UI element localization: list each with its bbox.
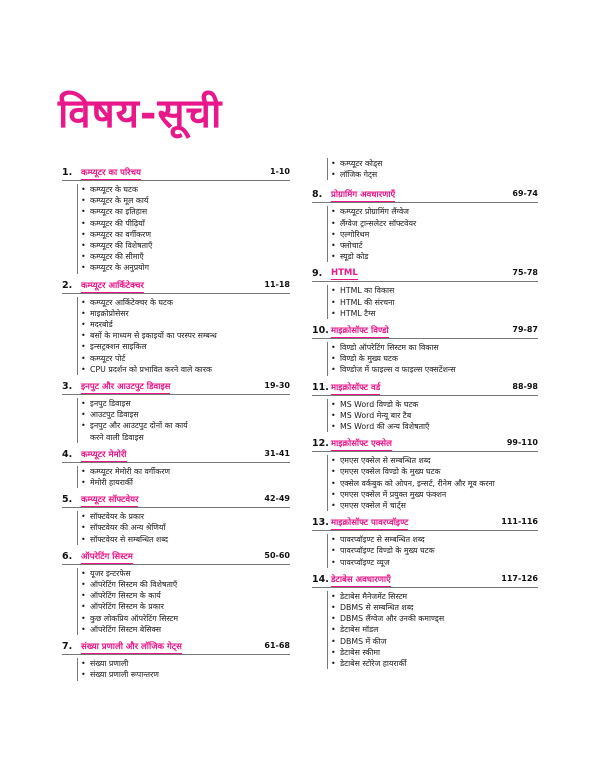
toc-item-label: कम्प्यूटर कोड्स (340, 159, 383, 168)
section-title[interactable]: इनपुट और आउटपुट डिवाइस (81, 382, 171, 393)
section-heading (312, 189, 538, 204)
section-rule (312, 202, 538, 203)
section-rule (312, 338, 538, 339)
section-pages: 42-49 (264, 494, 290, 504)
bullet-icon: • (81, 320, 86, 330)
toc-item-label: फ्लोचार्ट (340, 241, 363, 251)
bullet-icon: • (331, 218, 336, 228)
toc-item (78, 669, 290, 680)
section-rule (312, 281, 538, 282)
bullet-icon: • (81, 512, 86, 522)
bullet-icon: • (81, 331, 86, 341)
toc-item (78, 568, 290, 579)
section-title[interactable]: माइक्रोसॉफ्ट एक्सेल (331, 439, 392, 450)
section-rule (62, 564, 290, 565)
bullet-icon: • (331, 229, 336, 239)
toc-item-label: कम्प्यूटर का इतिहास (90, 207, 148, 217)
section-pages: 61-68 (264, 641, 290, 651)
toc-item (78, 477, 290, 488)
toc-section (312, 325, 538, 376)
toc-item-label: MS Word की अन्य विशेषताएँ (340, 422, 430, 432)
toc-item-label: पावरप्वॉइण्ट व्यूज (340, 557, 390, 567)
toc-item (78, 398, 290, 409)
toc-item (78, 319, 290, 330)
toc-item-label: संख्या प्रणाली (90, 659, 129, 669)
bullet-icon: • (81, 207, 86, 217)
section-items (77, 511, 290, 545)
toc-item (78, 658, 290, 669)
section-rule (62, 654, 290, 655)
bullet-icon: • (81, 568, 86, 578)
section-title[interactable]: कम्प्यूटर आर्किटेक्चर (81, 280, 144, 291)
toc-item (78, 420, 290, 431)
toc-item (328, 557, 538, 568)
toc-item (78, 534, 290, 545)
toc-item-label: सॉफ्टवेयर के प्रकार (90, 512, 145, 522)
section-number: 1. (62, 167, 73, 178)
bullet-icon: • (81, 342, 86, 352)
toc-item-label: कम्प्यूटर के मूल कार्य (90, 196, 149, 206)
toc-item-label: कम्प्यूटर की पीढ़ियाँ (90, 218, 145, 228)
toc-section (62, 167, 290, 274)
toc-item-label: आउटपुट डिवाइस (90, 410, 139, 420)
section-pages: 19-30 (264, 381, 290, 391)
bullet-icon: • (331, 241, 336, 251)
section-items (327, 534, 538, 568)
toc-item-label: ऑपरेटिंग सिस्टम बेसिक्स (90, 624, 162, 634)
bullet-icon: • (81, 399, 86, 409)
toc-item-label: CPU प्रदर्शन को प्रभावित करने वाले कारक (90, 364, 212, 374)
toc-item (78, 184, 290, 195)
bullet-icon: • (331, 365, 336, 375)
section-title[interactable]: माइक्रोसॉफ्ट वर्ड (331, 382, 381, 393)
toc-item (78, 206, 290, 217)
section-rule (312, 587, 538, 588)
toc-item (78, 353, 290, 364)
toc-item (328, 421, 538, 432)
toc-item (78, 579, 290, 590)
bullet-icon: • (81, 421, 86, 431)
bullet-icon: • (81, 624, 86, 634)
section-title[interactable]: माइक्रोसॉफ्ट विण्डो (331, 326, 389, 337)
section-title[interactable]: संख्या प्रणाली और लॉजिक गेट्स (81, 642, 182, 653)
bullet-icon: • (331, 501, 336, 511)
section-number: 14. (312, 573, 329, 585)
section-items (327, 206, 538, 262)
toc-item (78, 613, 290, 624)
section-rule (62, 462, 290, 463)
toc-item (78, 511, 290, 522)
toc-item (328, 455, 538, 466)
section-number: 7. (62, 641, 73, 653)
toc-item (78, 218, 290, 229)
section-number: 3. (62, 381, 73, 393)
toc-item-label: कम्प्यूटर मेमोरी का वर्गीकरण (90, 466, 171, 476)
bullet-icon: • (81, 466, 86, 476)
section-title[interactable]: कम्प्यूटर सॉफ्टवेयर (81, 495, 139, 506)
bullet-icon: • (81, 263, 86, 273)
bullet-icon: • (331, 535, 336, 545)
toc-item-label: डेटाबेस मॉडल (340, 625, 379, 635)
toc-item-label: एमएस एक्सेल से सम्बन्धित शब्द (340, 456, 431, 466)
section-number: 13. (312, 517, 329, 529)
toc-item (78, 590, 290, 601)
bullet-icon: • (331, 354, 336, 364)
section-title[interactable]: कम्प्यूटर का परिचय (81, 168, 141, 178)
toc-section (62, 449, 290, 488)
toc-item (78, 432, 290, 443)
bullet-icon: • (81, 229, 86, 239)
toc-item (78, 229, 290, 240)
toc-item (78, 240, 290, 251)
section-rule (312, 395, 538, 396)
toc-item (328, 206, 538, 217)
section-title[interactable]: कम्प्यूटर मेमोरी (81, 449, 127, 460)
toc-section (312, 438, 538, 511)
section-pages: 31-41 (264, 448, 290, 458)
section-title[interactable]: डेटाबेस अवधारणाएँ (331, 574, 391, 585)
section-heading (312, 438, 538, 453)
bullet-icon: • (81, 613, 86, 623)
section-pages: 79-87 (512, 325, 538, 335)
toc-item (328, 466, 538, 477)
toc-item-label: कम्प्यूटर की सीमाएँ (90, 252, 144, 262)
toc-item (328, 624, 538, 635)
toc-item (328, 410, 538, 421)
section-heading (62, 641, 290, 656)
toc-item-label: कम्प्यूटर पोर्ट (90, 353, 126, 363)
toc-item-label: कम्प्यूटर के घटक (90, 185, 138, 194)
toc-item (78, 195, 290, 206)
bullet-icon: • (331, 252, 336, 262)
section-items (327, 591, 538, 669)
bullet-icon: • (331, 159, 336, 168)
toc-item (78, 624, 290, 635)
section-rule (62, 507, 290, 508)
toc-item-label: कम्प्यूटर के अनुप्रयोग (90, 263, 150, 273)
toc-item-label: ऑपरेटिंग सिस्टम के प्रकार (90, 602, 164, 612)
section-pages: 111-116 (501, 517, 538, 527)
toc-item (328, 218, 538, 229)
toc-section (62, 381, 290, 443)
toc-item-label: HTML की संरचना (340, 297, 395, 307)
toc-item-label: डेटाबेस स्टोरेज हायरार्की (340, 659, 407, 669)
bullet-icon: • (81, 196, 86, 206)
toc-item-label: डेटाबेस मैनेजमेंट सिस्टम (340, 591, 408, 601)
bullet-icon: • (81, 659, 86, 669)
toc-item-label: यूजर इन्टरफेस (90, 568, 131, 578)
toc-item (78, 308, 290, 319)
toc-section (62, 280, 290, 375)
section-number: 9. (312, 268, 323, 280)
section-pages: 99-110 (506, 438, 538, 448)
toc-item (328, 342, 538, 353)
bullet-icon: • (81, 534, 86, 544)
bullet-icon: • (331, 591, 336, 601)
bullet-icon: • (331, 207, 336, 217)
bullet-icon: • (81, 241, 86, 251)
toc-item-label: मदरबोर्ड (90, 320, 113, 330)
toc-item-label: बसों के माध्यम से इकाइयों का परस्पर सम्बन्ध (90, 331, 217, 341)
section-pages: 88-98 (512, 381, 538, 391)
bullet-icon: • (331, 410, 336, 420)
bullet-icon: • (331, 297, 336, 307)
toc-item (78, 601, 290, 612)
toc-item-label: डेटाबेस स्कीमा (340, 647, 381, 657)
bullet-icon: • (331, 422, 336, 432)
toc-item (328, 169, 538, 180)
toc-item (328, 545, 538, 556)
section-number: 4. (62, 448, 73, 460)
bullet-icon: • (81, 218, 86, 228)
toc-item-label: एल्गोरिथम (340, 229, 370, 239)
toc-item (328, 658, 538, 669)
bullet-icon: • (331, 557, 336, 567)
toc-item-label: एक्सेल वर्कबुक को ओपन, इन्सर्ट, रीनेम और मूव करना (340, 478, 495, 488)
bullet-icon: • (81, 353, 86, 363)
toc-section (312, 517, 538, 568)
section-heading (62, 381, 290, 396)
section-items (77, 658, 290, 680)
toc-item-label: माइक्रोप्रोसेसर (90, 308, 129, 318)
toc-item-label: मेमोरी हायरार्की (90, 478, 133, 488)
toc-item-label: स्यूडो कोड (340, 252, 369, 262)
toc-item (328, 591, 538, 602)
bullet-icon: • (331, 286, 336, 296)
toc-item (78, 297, 290, 308)
bullet-icon: • (331, 625, 336, 635)
toc-item-label: विण्डो के मुख्य घटक (340, 354, 398, 364)
section-heading (312, 382, 538, 397)
bullet-icon: • (81, 523, 86, 533)
toc-section (62, 494, 290, 545)
section-items (327, 399, 538, 433)
bullet-icon: • (81, 297, 86, 307)
toc-item-label: सॉफ्टवेयर से सम्बन्धित शब्द (90, 534, 168, 544)
bullet-icon: • (81, 670, 86, 680)
section-items (77, 184, 290, 274)
section-title[interactable]: ऑपरेटिंग सिस्टम (81, 551, 133, 562)
bullet-icon: • (331, 636, 336, 646)
toc-item-label: पावरप्वॉइण्ट से सम्बन्धित शब्द (340, 535, 425, 545)
section-number: 12. (312, 438, 329, 450)
toc-item (328, 500, 538, 511)
section-items (327, 285, 538, 319)
bullet-icon: • (81, 478, 86, 488)
bullet-icon: • (331, 659, 336, 669)
section-pages: 1-10 (269, 167, 290, 176)
section-heading (62, 449, 290, 464)
section-number: 10. (312, 325, 329, 337)
toc-item (328, 285, 538, 296)
section-number: 2. (62, 279, 73, 291)
toc-item-label: ऑपरेटिंग सिस्टम के कार्य (90, 591, 161, 601)
toc-item-label: संख्या प्रणाली रूपान्तरण (90, 670, 159, 680)
section-title[interactable]: प्रोग्रामिंग अवधारणाएँ (331, 190, 396, 201)
toc-section (312, 189, 538, 262)
toc-item-label: कुछ लोकप्रिय ऑपरेटिंग सिस्टम (90, 613, 179, 623)
toc-item-label: कम्प्यूटर का वर्गीकरण (90, 229, 151, 239)
bullet-icon: • (81, 602, 86, 612)
toc-item-label: DBMS से सम्बन्धित शब्द (340, 603, 414, 613)
bullet-icon: • (81, 185, 86, 194)
section-rule (312, 530, 538, 531)
section-heading (312, 325, 538, 340)
toc-item (78, 409, 290, 420)
section-items (77, 398, 290, 443)
toc-item-label: पावरप्वॉइण्ट विण्डो के मुख्य घटक (340, 546, 435, 556)
toc-item-label: MS Word मेन्यू बार टैब (340, 410, 412, 420)
toc-item-label: कम्प्यूटर प्रोग्रामिंग लैंग्वेज (340, 207, 409, 217)
bullet-icon: • (331, 603, 336, 613)
section-items (77, 568, 290, 635)
bullet-icon: • (81, 252, 86, 262)
bullet-icon: • (81, 308, 86, 318)
section-pages: 117-126 (501, 573, 538, 583)
toc-item-label: विण्डो ऑपरेटिंग सिस्टम का विकास (340, 343, 439, 353)
bullet-icon: • (331, 647, 336, 657)
toc-item (78, 330, 290, 341)
bullet-icon: • (331, 478, 336, 488)
section-heading (62, 551, 290, 566)
toc-item-label: कम्प्यूटर आर्किटेक्चर के घटक (90, 297, 173, 307)
section-number: 8. (312, 189, 323, 201)
toc-section (312, 382, 538, 433)
section-pages: 69-74 (512, 189, 538, 199)
toc-item-label: MS Word विण्डो के घटक (340, 399, 419, 409)
toc-item-label: एमएस एक्सेल में प्रयुक्त मुख्य फंक्शन (340, 489, 447, 499)
toc-item-label: इन्सट्रक्शन साइकिल (90, 342, 147, 352)
bullet-icon: • (331, 170, 336, 180)
bullet-icon: • (81, 410, 86, 420)
bullet-icon: • (331, 546, 336, 556)
section-pages: 75-78 (512, 268, 538, 278)
toc-item (78, 262, 290, 273)
toc-item (78, 364, 290, 375)
toc-item (328, 534, 538, 545)
toc-item (78, 251, 290, 262)
toc-item-label: एमएस एक्सेल विण्डो के मुख्य घटक (340, 467, 441, 477)
section-pages: 11-18 (264, 279, 290, 289)
toc-item-label: ऑपरेटिंग सिस्टम की विशेषताएँ (90, 580, 178, 590)
section-heading (62, 494, 290, 509)
toc-left-column (62, 167, 290, 687)
section-items (77, 297, 290, 375)
toc-item-label: सॉफ्टवेयर की अन्य श्रेणियाँ (90, 523, 166, 533)
section-number: 5. (62, 494, 73, 506)
toc-item (78, 522, 290, 533)
section-heading (312, 574, 538, 589)
toc-item-label: करने वाली डिवाइस (90, 432, 144, 442)
toc-item-label: DBMS लैंग्वेज और उनकी कमाण्ड्स (340, 614, 445, 624)
toc-right-column (312, 158, 538, 675)
toc-item (328, 308, 538, 319)
section-number: 11. (312, 381, 329, 393)
toc-item (328, 636, 538, 647)
toc-item-label: DBMS में कीज (340, 636, 387, 646)
bullet-icon: • (331, 467, 336, 477)
toc-item-label: लॉजिक गेट्स (340, 170, 378, 180)
toc-section (62, 641, 290, 680)
toc-item (328, 647, 538, 658)
toc-item-label: इनपुट और आउटपुट दोनों का कार्य (90, 421, 188, 431)
section-title[interactable]: माइक्रोसॉफ्ट पावरप्वॉइण्ट (331, 518, 409, 529)
toc-item-label: HTML का विकास (340, 286, 395, 296)
section-pages: 50-60 (264, 550, 290, 560)
bullet-icon: • (331, 399, 336, 409)
bullet-icon: • (331, 308, 336, 318)
section-rule (62, 293, 290, 294)
toc-item-label: लैंग्वेज ट्रान्सलेटर सॉफ्टवेयर (340, 218, 417, 228)
toc-item-label: कम्प्यूटर की विशेषताएँ (90, 241, 153, 251)
section-number: 6. (62, 550, 73, 562)
toc-item-label: इनपुट डिवाइस (90, 399, 131, 409)
toc-item-label: एमएस एक्सेल में चार्ट्स (340, 501, 406, 511)
continued-items (327, 158, 538, 180)
section-items (77, 466, 290, 488)
section-heading (312, 517, 538, 532)
bullet-icon: • (331, 614, 336, 624)
toc-item (328, 478, 538, 489)
section-heading (62, 280, 290, 295)
toc-item (328, 489, 538, 500)
bullet-icon: • (81, 364, 86, 374)
toc-item (328, 240, 538, 251)
toc-item (78, 341, 290, 352)
toc-section (62, 551, 290, 635)
section-rule (312, 451, 538, 452)
toc-section (312, 574, 538, 669)
section-heading (312, 268, 538, 283)
toc-item-label: HTML टैग्स (340, 308, 376, 318)
toc-item (328, 297, 538, 308)
toc-item (328, 602, 538, 613)
toc-item (328, 353, 538, 364)
section-rule (62, 180, 290, 181)
toc-item (328, 158, 538, 169)
toc-section (312, 268, 538, 319)
section-title[interactable]: HTML (331, 268, 358, 279)
bullet-icon: • (331, 343, 336, 353)
bullet-icon: • (331, 489, 336, 499)
toc-item (328, 229, 538, 240)
page-title: विषय-सूची (58, 91, 223, 137)
section-items (327, 455, 538, 511)
section-heading (62, 167, 290, 182)
toc-item (328, 251, 538, 262)
section-items (327, 342, 538, 376)
toc-item-label: विण्डोज में फाइल्स व फाइल्स एक्सटेंशन्स (340, 365, 456, 375)
toc-item (328, 399, 538, 410)
bullet-icon: • (81, 591, 86, 601)
bullet-icon: • (81, 580, 86, 590)
toc-item (328, 364, 538, 375)
bullet-icon: • (331, 456, 336, 466)
section-rule (62, 394, 290, 395)
toc-item (78, 466, 290, 477)
toc-item (328, 613, 538, 624)
